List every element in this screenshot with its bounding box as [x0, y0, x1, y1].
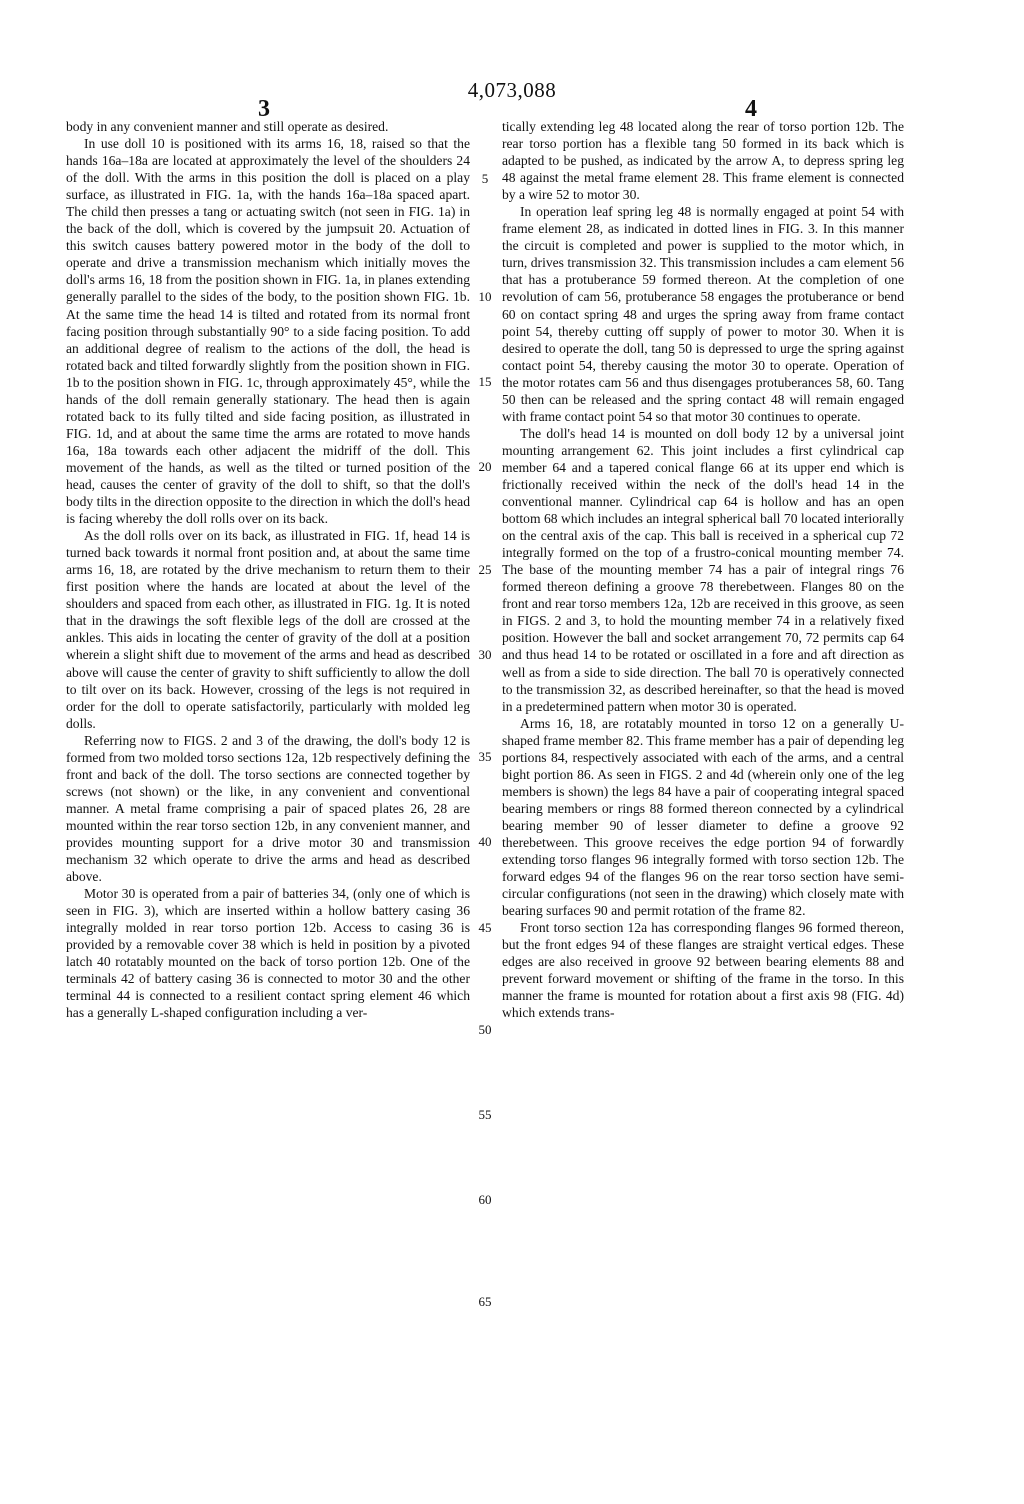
left-text-column — [66, 118, 470, 1488]
line-number: 35 — [478, 749, 492, 764]
line-number: 25 — [478, 562, 492, 577]
paragraph: As the doll rolls over on its back, as illustrated in FIG. 1f, head 14 is turned back towards it normal front position and, at about the same time arms 16, 18, are rotated by the drive mechanism to return them to their first position where the hands are located at about the level of the shoulders and spaced from each other, as illustrated in FIG. 1g. It is noted that in the drawings the soft flexible legs of the doll are crossed at the ankles. This aids in locating the center of gravity of the doll at a position wherein a slight shift due to movement of the arms and head as described above will cause the center of gravity to shift sufficiently to allow the doll to tilt over on its back. However, crossing of the legs is not required in order for the doll to operate satisfactorily, particularly with molded leg dolls. — [66, 528, 470, 731]
paragraph: Referring now to FIGS. 2 and 3 of the drawing, the doll's body 12 is formed from two molded torso sections 12a, 12b respectively defining the front and back of the doll. The torso sections are connected together by screws (not shown) or the like, in any convenient and conventional manner. A metal frame comprising a pair of spaced plates 26, 28 are mounted within the rear torso section 12b, in any convenient manner, and provides mounting support for a drive motor 30 and transmission mechanism 32 which operate to drive the arms and head as described above. — [66, 732, 470, 885]
line-number: 55 — [478, 1107, 492, 1122]
paragraph: In use doll 10 is positioned with its arms 16, 18, raised so that the hands 16a–18a are located at approximately the level of the shoulders 24 of the doll. With the arms in this position the doll is placed on a play surface, as illustrated in FIG. 1a, with the hands 16a–18a spaced apart. The child then presses a tang or actuating switch (not seen in FIG. 1a) in the back of the doll, which is covered by the jumpsuit 20. Actuation of this switch causes battery powered motor in the body of the doll to operate and drive a transmission mechanism which initially moves the doll's arms 16, 18 from the position shown in FIG. 1a, in planes extending generally parallel to the sides of the body, to the position shown FIG. 1b. At the same time the head 14 is tilted and rotated from its normal front facing position through substantially 90° to a side facing position. To add an additional degree of realism to the actions of the doll, the head is rotated back and tilted forwardly slightly from the position shown in FIG. 1b to the position shown in FIG. 1c, through approximately 45°, while the hands of the doll remain generally stationary. The head then is again rotated back to its fully tilted and side facing position, as illustrated in FIG. 1d, and at about the same time the arms are rotated to move hands 16a, 18a towards each other adjacent the midriff of the doll. This movement of the hands, as well as the tilted or turned position of the head, causes the center of gravity of the doll to shift, so that the doll's body tilts in the direction opposite to the direction in which the doll's head is facing whereby the doll rolls over on its back. — [66, 136, 470, 527]
right-column-number: 4 — [745, 96, 757, 122]
line-number: 50 — [478, 1022, 492, 1037]
paragraph: body in any convenient manner and still operate as desired. — [66, 119, 389, 134]
paragraph: In operation leaf spring leg 48 is normally engaged at point 54 with frame element 28, as indicated in dotted lines in FIG. 3. In this manner the circuit is completed and power is supplied to the motor which, in turn, drives transmission 32. This transmission includes a cam element 56 that has a protuberance 59 formed thereon. At the completion of one revolution of cam 56, protuberance 58 engages the protuberance or bend 60 on contact spring 48 and urges the spring away from frame contact point 54, thereby cutting off supply of power to motor 30. When it is desired to operate the doll, tang 50 is depressed to urge the spring against contact point 54, thereby causing the motor 30 to operate. Operation of the motor rotates cam 56 and thus disengages protuberances 58, 60. Tang 50 then can be released and the spring contact 48 will remain engaged with frame contact point 54 so that motor 30 continues to operate. — [502, 204, 904, 424]
line-number: 5 — [481, 171, 489, 186]
line-number: 15 — [478, 374, 492, 389]
line-number: 10 — [478, 289, 492, 304]
right-text-column — [502, 118, 904, 1488]
line-number: 45 — [478, 920, 492, 935]
patent-number: 4,073,088 — [467, 78, 557, 102]
line-number: 30 — [478, 647, 492, 662]
line-number: 20 — [478, 459, 492, 474]
left-column-number: 3 — [258, 96, 270, 122]
line-number-gutter — [472, 118, 498, 1488]
line-number: 65 — [478, 1294, 492, 1309]
paragraph: Motor 30 is operated from a pair of batteries 34, (only one of which is seen in FIG. 3), which are inserted within a hollow battery casing 36 integrally molded in rear torso portion 12b. Access to casing 36 is provided by a removable cover 38 which is held in position by a pivoted latch 40 rotatably mounted on the back of torso portion 12b. One of the terminals 42 of battery casing 36 is connected to motor 30 and the other terminal 44 is connected to a resilient contact spring element 46 which has a generally L-shaped configuration including a ver- — [66, 886, 470, 1021]
paragraph: Front torso section 12a has corresponding flanges 96 formed thereon, but the front edges 94 of these flanges are straight vertical edges. These edges are also received in groove 92 between bearing elements 88 and prevent forward movement or shifting of the frame in the torso. In this manner the frame is mounted for rotation about a first axis 98 (FIG. 4d) which extends trans- — [502, 920, 904, 1021]
paragraph: Arms 16, 18, are rotatably mounted in torso 12 on a generally U-shaped frame member 82. This frame member has a pair of depending leg portions 84, respectively associated with each of the arms, and a central bight portion 86. As seen in FIGS. 2 and 4d (wherein only one of the leg members is shown) the legs 84 have a pair of cooperating integral spaced bearing members or rings 88 formed thereon connected by a cylindrical bearing member 90 of lesser diameter to define a groove 92 therebetween. This groove receives the edge portion 94 of forwardly extending torso flanges 96 integrally formed with torso section 12b. The forward edges 94 of the flanges 96 on the rear torso section have semi-circular configurations (not seen in the drawing) which closely mate with bearing surfaces 90 and permit rotation of the frame 82. — [502, 715, 904, 919]
line-number: 60 — [478, 1192, 492, 1207]
paragraph: tically extending leg 48 located along the rear of torso portion 12b. The rear torso portion has a flexible tang 50 formed in its back which is adapted to be pushed, as indicated by the arrow A, to depress spring leg 48 against the metal frame element 28. This frame element is connected by a wire 52 to motor 30. — [502, 119, 904, 203]
paragraph: The doll's head 14 is mounted on doll body 12 by a universal joint mounting arrangement 62. This joint includes a first cylindrical cap member 64 and a tapered conical flange 66 at its upper end which is frictionally received within the neck of the doll's head 14 in the conventional manner. Cylindrical cap 64 is hollow and has an open bottom 68 which includes an integral spherical ball 70 located interiorally on the central axis of the cap. This ball is received in a spherical cup 72 integrally formed on the top of a frustro-conical mounting member 74. The base of the mounting member 74 has a pair of integral rings 76 formed thereon defining a groove 78 therebetween. Flanges 80 on the front and rear torso members 12a, 12b are received in this groove, as seen in FIGS. 2 and 3, to hold the mounting member 74 in a relatively fixed position. However the ball and socket arrangement 70, 72 permits cap 64 and thus head 14 to be rotated or oscillated in a fore and aft direction as well as from a side to side direction. The ball 70 is operatively connected to the transmission 32, as described hereinafter, so that the head is moved in a predetermined pattern when motor 30 is operated. — [502, 425, 904, 714]
line-number: 40 — [478, 834, 492, 849]
